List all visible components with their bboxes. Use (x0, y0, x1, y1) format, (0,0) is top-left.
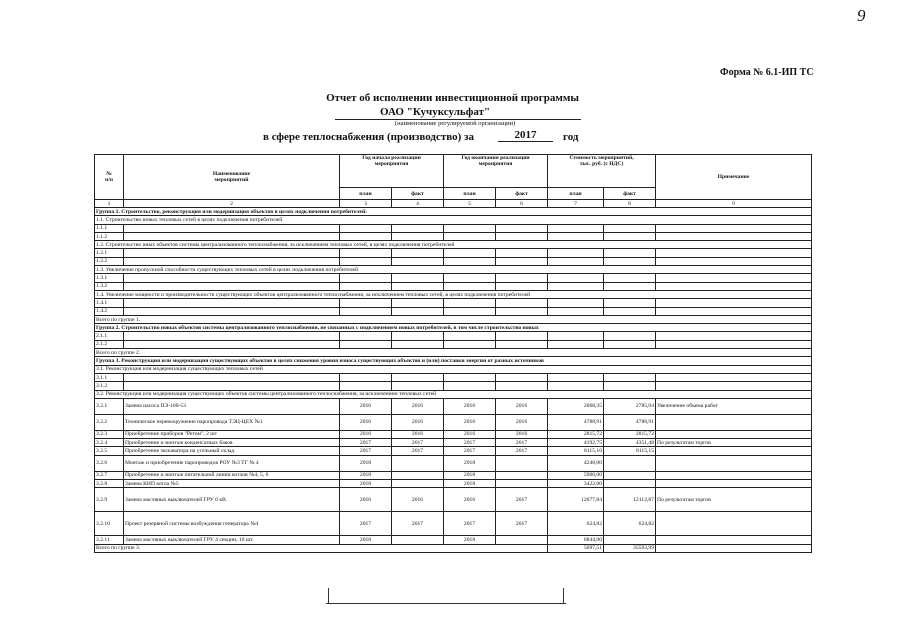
end-plan: 2018 (444, 471, 496, 479)
item-number: 3.2.3 (95, 430, 124, 438)
item-number: 3.2.10 (95, 512, 124, 536)
cost-fact (604, 332, 656, 340)
year-suffix: год (563, 131, 579, 143)
sub-label: 1.1. Строительство новых тепловых сетей в целях подключения потребителей (95, 216, 812, 224)
start-fact (392, 471, 444, 479)
header-note: Примечание (656, 155, 812, 200)
cost-fact (604, 471, 656, 479)
column-number: 6 (496, 200, 548, 208)
item-name (124, 340, 340, 348)
start-plan (340, 224, 392, 232)
total-fact: 35593,99 (604, 544, 656, 552)
item-note: Увеличение объема работ (656, 398, 812, 414)
end-fact: 2017 (496, 447, 548, 455)
start-plan: 2018 (340, 471, 392, 479)
end-fact (496, 471, 548, 479)
table-row (95, 512, 812, 536)
group-header-row (95, 357, 812, 365)
cost-plan (548, 373, 604, 381)
start-plan (340, 232, 392, 240)
item-note (656, 512, 812, 536)
item-number: 3.1.2 (95, 382, 124, 390)
cost-plan (548, 332, 604, 340)
end-plan (444, 299, 496, 307)
start-fact (392, 373, 444, 381)
item-number: 3.2.5 (95, 447, 124, 455)
cost-plan (548, 274, 604, 282)
item-note (656, 232, 812, 240)
cost-fact: 2785,04 (604, 398, 656, 414)
signature-line (326, 589, 566, 604)
end-fact: 2016 (496, 430, 548, 438)
cost-plan (548, 232, 604, 240)
item-name: Замена КИП котла №5 (124, 480, 340, 488)
end-plan (444, 232, 496, 240)
table-row (95, 430, 812, 438)
start-plan (340, 340, 392, 348)
table-row (95, 536, 812, 544)
item-number: 1.3.2 (95, 282, 124, 290)
item-name: Техническое перевооружение паропровода ТЭЦ-ЦЕХ №1 (124, 414, 340, 430)
start-fact: 2016 (392, 488, 444, 512)
start-fact (392, 307, 444, 315)
start-plan: 2018 (340, 455, 392, 471)
end-fact (496, 307, 548, 315)
header-cost-plan: план (548, 188, 604, 200)
end-plan: 2016 (444, 488, 496, 512)
table-row (95, 249, 812, 257)
table-row (95, 232, 812, 240)
cost-fact: 12112,87 (604, 488, 656, 512)
group-label: Группа 2. Строительство новых объектов системы централизованного теплоснабжения, не связанных с подключением новых потребителей, в том числе строительство новых (95, 324, 812, 332)
item-number: 1.2.1 (95, 249, 124, 257)
column-number: 4 (392, 200, 444, 208)
page-number: 9 (857, 6, 866, 25)
column-number: 5 (444, 200, 496, 208)
group-total-row (95, 349, 812, 357)
cost-fact (604, 282, 656, 290)
table-row (95, 299, 812, 307)
cost-plan: 2815,72 (548, 430, 604, 438)
item-number: 1.4.2 (95, 307, 124, 315)
column-number: 3 (340, 200, 392, 208)
subgroup-row (95, 365, 812, 373)
item-note (656, 274, 812, 282)
end-fact (496, 455, 548, 471)
item-name (124, 382, 340, 390)
cost-plan (548, 340, 604, 348)
item-note (656, 414, 812, 430)
table-row (95, 398, 812, 414)
header-start-fact: факт (392, 188, 444, 200)
item-note (656, 382, 812, 390)
cost-plan (548, 224, 604, 232)
start-plan: 2016 (340, 430, 392, 438)
start-fact: 2017 (392, 439, 444, 447)
cost-fact (604, 382, 656, 390)
start-plan (340, 382, 392, 390)
report-year: 2017 (498, 129, 553, 142)
subgroup-row (95, 266, 812, 274)
sub-label: 1.3. Увеличение пропускной способности существующих тепловых сетей в целях подключения потребителей (95, 266, 812, 274)
end-plan: 2018 (444, 536, 496, 544)
group-header-row (95, 208, 812, 216)
total-note (656, 544, 812, 552)
header-end-fact: факт (496, 188, 548, 200)
end-fact: 2017 (496, 512, 548, 536)
cost-fact: 4788,91 (604, 414, 656, 430)
item-note (656, 536, 812, 544)
table-row (95, 224, 812, 232)
table-row (95, 373, 812, 381)
item-number: 3.2.2 (95, 414, 124, 430)
item-name (124, 257, 340, 265)
end-plan (444, 340, 496, 348)
start-plan (340, 257, 392, 265)
table-row (95, 340, 812, 348)
end-fact (496, 373, 548, 381)
column-number: 7 (548, 200, 604, 208)
total-label: Всего по группе 1. (95, 315, 812, 323)
item-number: 3.2.6 (95, 455, 124, 471)
cost-fact (604, 480, 656, 488)
item-note (656, 480, 812, 488)
cost-fact (604, 536, 656, 544)
table-row (95, 480, 812, 488)
item-name: Проект резервной системы возбуждения генератора №4 (124, 512, 340, 536)
cost-plan: 2668,35 (548, 398, 604, 414)
end-fact (496, 257, 548, 265)
cost-fact (604, 299, 656, 307)
start-fact (392, 257, 444, 265)
start-fact (392, 536, 444, 544)
organization-name: ОАО "Кучуксульфат" (380, 106, 491, 118)
item-note (656, 340, 812, 348)
start-plan (340, 299, 392, 307)
start-plan: 2016 (340, 398, 392, 414)
item-number: 1.3.1 (95, 274, 124, 282)
table-row (95, 282, 812, 290)
item-note (656, 373, 812, 381)
start-plan: 2017 (340, 447, 392, 455)
item-note (656, 471, 812, 479)
start-fact (392, 274, 444, 282)
cost-plan (548, 257, 604, 265)
end-fact (496, 332, 548, 340)
item-name (124, 232, 340, 240)
item-number: 1.1.1 (95, 224, 124, 232)
cost-fact: 8115,15 (604, 447, 656, 455)
end-fact (496, 232, 548, 240)
item-name (124, 224, 340, 232)
table-row (95, 257, 812, 265)
item-name (124, 282, 340, 290)
start-fact (392, 332, 444, 340)
end-fact (496, 224, 548, 232)
start-plan (340, 307, 392, 315)
sub-label: 3.2. Реконструкция или модернизация существующих объектов системы централизованного теплоснабжения, за исключением тепловых сетей (95, 390, 812, 398)
item-note (656, 455, 812, 471)
header-num: № п/п (95, 155, 124, 200)
start-fact (392, 455, 444, 471)
end-fact (496, 382, 548, 390)
start-plan: 2017 (340, 439, 392, 447)
sub-label: 1.2. Строительство иных объектов системы централизованного теплоснабжения, за исключением тепловых сетей, в целях подключения потребителей (95, 241, 812, 249)
item-number: 3.2.1 (95, 398, 124, 414)
start-fact (392, 382, 444, 390)
end-fact (496, 299, 548, 307)
subgroup-row (95, 216, 812, 224)
subgroup-row (95, 290, 812, 298)
table-row (95, 414, 812, 430)
end-plan: 2016 (444, 398, 496, 414)
start-plan: 2016 (340, 488, 392, 512)
cost-fact (604, 373, 656, 381)
item-note (656, 307, 812, 315)
start-fact: 2016 (392, 414, 444, 430)
item-name: Приобретение экскаватора на угольный склад (124, 447, 340, 455)
item-name (124, 373, 340, 381)
cost-fact: 624,82 (604, 512, 656, 536)
signature-mark (563, 588, 564, 604)
subgroup-row (95, 390, 812, 398)
end-plan: 2017 (444, 447, 496, 455)
item-number: 1.1.2 (95, 232, 124, 240)
end-fact (496, 274, 548, 282)
end-fact (496, 536, 548, 544)
total-label: Всего по группе 3. (95, 544, 548, 552)
end-plan (444, 249, 496, 257)
start-plan (340, 274, 392, 282)
cost-fact (604, 274, 656, 282)
start-fact (392, 224, 444, 232)
item-note (656, 224, 812, 232)
item-number: 3.1.1 (95, 373, 124, 381)
item-note (656, 430, 812, 438)
item-note (656, 282, 812, 290)
item-name (124, 299, 340, 307)
report-title: Отчет об исполнении инвестиционной программы (326, 92, 579, 104)
item-name: Замена масляных выключателей ГРУ 4 секции, 10 шт. (124, 536, 340, 544)
table-row (95, 439, 812, 447)
start-fact: 2016 (392, 398, 444, 414)
end-fact (496, 480, 548, 488)
group-header-row (95, 324, 812, 332)
cost-fact (604, 224, 656, 232)
item-name: Приобретение приборов "Ретом", 2 шт (124, 430, 340, 438)
item-note (656, 332, 812, 340)
group-total-row (95, 544, 812, 552)
end-plan (444, 224, 496, 232)
start-plan (340, 282, 392, 290)
table-row (95, 471, 812, 479)
header-name: Наименование мероприятий (124, 155, 340, 200)
report-subtitle: в сфере теплоснабжения (производство) за (263, 131, 474, 143)
table-row (95, 382, 812, 390)
start-fact (392, 480, 444, 488)
cost-plan: 624,82 (548, 512, 604, 536)
item-note: По результатам торгов (656, 439, 812, 447)
end-plan: 2017 (444, 439, 496, 447)
cost-plan: 4788,91 (548, 414, 604, 430)
end-fact (496, 282, 548, 290)
end-fact: 2017 (496, 439, 548, 447)
start-plan (340, 332, 392, 340)
end-plan (444, 282, 496, 290)
start-fact (392, 282, 444, 290)
end-fact: 2016 (496, 414, 548, 430)
subgroup-row (95, 241, 812, 249)
total-plan: 5697,51 (548, 544, 604, 552)
end-plan: 2016 (444, 430, 496, 438)
item-name (124, 249, 340, 257)
start-fact: 2017 (392, 447, 444, 455)
end-plan (444, 332, 496, 340)
item-name: Приобретение и монтаж конденсатных баков (124, 439, 340, 447)
table-row (95, 447, 812, 455)
end-fact: 2016 (496, 398, 548, 414)
item-note (656, 299, 812, 307)
cost-plan: 4192,75 (548, 439, 604, 447)
header-cost: Стоимость мероприятий, тыс. руб. (с НДС) (548, 155, 656, 188)
group-total-row (95, 315, 812, 323)
cost-fact (604, 232, 656, 240)
end-plan (444, 274, 496, 282)
cost-plan: 8115,16 (548, 447, 604, 455)
sub-label: 3.1. Реконструкция или модернизация существующих тепловых сетей (95, 365, 812, 373)
header-end-plan: план (444, 188, 496, 200)
end-plan (444, 307, 496, 315)
header-start-year: Год начала реализации мероприятия (340, 155, 444, 188)
end-plan (444, 382, 496, 390)
group-label: Группа 1. Строительство, реконструкция или модернизация объектов в целях подключения потребителей: (95, 208, 812, 216)
end-plan: 2017 (444, 512, 496, 536)
investment-report-table (94, 154, 812, 553)
cost-fact: 2815,72 (604, 430, 656, 438)
table-row (95, 307, 812, 315)
item-note (656, 447, 812, 455)
table-row (95, 332, 812, 340)
start-plan (340, 249, 392, 257)
start-fact: 2016 (392, 430, 444, 438)
table-row (95, 488, 812, 512)
header-end-year: Год окончания реализации мероприятия (444, 155, 548, 188)
column-number: 1 (95, 200, 124, 208)
item-number: 2.1.2 (95, 340, 124, 348)
cost-plan (548, 307, 604, 315)
start-plan: 2018 (340, 536, 392, 544)
form-label: Форма № 6.1-ИП ТС (720, 67, 814, 78)
end-fact: 2017 (496, 488, 548, 512)
start-plan: 2017 (340, 512, 392, 536)
cost-plan: 12077,84 (548, 488, 604, 512)
item-name (124, 307, 340, 315)
start-fact (392, 299, 444, 307)
start-fact: 2017 (392, 512, 444, 536)
column-number: 2 (124, 200, 340, 208)
item-number: 1.2.2 (95, 257, 124, 265)
end-plan: 2018 (444, 480, 496, 488)
cost-plan (548, 282, 604, 290)
item-number: 3.2.4 (95, 439, 124, 447)
item-number: 3.2.11 (95, 536, 124, 544)
sub-label: 1.4. Увеличение мощности и производительности существующих объектов централизованного теплоснабжения, за исключением тепловых сетей, в целях подключения потребителей (95, 290, 812, 298)
cost-fact (604, 455, 656, 471)
cost-plan: 5900,00 (548, 471, 604, 479)
end-plan: 2016 (444, 414, 496, 430)
end-fact (496, 340, 548, 348)
start-plan (340, 373, 392, 381)
item-name (124, 274, 340, 282)
end-plan: 2018 (444, 455, 496, 471)
item-number: 3.2.7 (95, 471, 124, 479)
item-name: Замена насоса ПЭ-100-53 (124, 398, 340, 414)
cost-plan (548, 249, 604, 257)
start-fact (392, 340, 444, 348)
item-name (124, 332, 340, 340)
item-number: 1.4.1 (95, 299, 124, 307)
header-cost-fact: факт (604, 188, 656, 200)
group-label: Группа 3. Реконструкция или модернизация существующих объектов в целях снижения уровня износа существующих объектов и (или) поставки энергии от разных источников (95, 357, 812, 365)
cost-fact (604, 340, 656, 348)
column-number: 8 (604, 200, 656, 208)
start-fact (392, 249, 444, 257)
total-label: Всего по группе 2. (95, 349, 812, 357)
start-plan: 2016 (340, 414, 392, 430)
start-plan: 2018 (340, 480, 392, 488)
cost-plan: 6844,00 (548, 536, 604, 544)
item-number: 3.2.8 (95, 480, 124, 488)
cost-fact (604, 307, 656, 315)
item-name: Приобретение и монтаж питательной линии котлов №4, 5, 6 (124, 471, 340, 479)
cost-plan (548, 382, 604, 390)
start-fact (392, 232, 444, 240)
organization-note: (наименование регулируемой организации) (395, 120, 516, 127)
cost-fact (604, 257, 656, 265)
end-plan (444, 257, 496, 265)
item-name: Монтаж и приобретение паропроводов РОУ №3 ТГ № 4 (124, 455, 340, 471)
cost-plan (548, 299, 604, 307)
column-number: 9 (656, 200, 812, 208)
item-note (656, 257, 812, 265)
item-number: 2.1.1 (95, 332, 124, 340)
cost-fact (604, 249, 656, 257)
item-note: По результатам торгов (656, 488, 812, 512)
table-row (95, 274, 812, 282)
cost-plan: 4248,00 (548, 455, 604, 471)
cost-fact: 4351,48 (604, 439, 656, 447)
item-number: 3.2.9 (95, 488, 124, 512)
end-plan (444, 373, 496, 381)
header-start-plan: план (340, 188, 392, 200)
table-row (95, 455, 812, 471)
cost-plan: 3422,00 (548, 480, 604, 488)
item-note (656, 249, 812, 257)
end-fact (496, 249, 548, 257)
item-name: Замена масляных выключателей ГРУ 6 кВ. (124, 488, 340, 512)
